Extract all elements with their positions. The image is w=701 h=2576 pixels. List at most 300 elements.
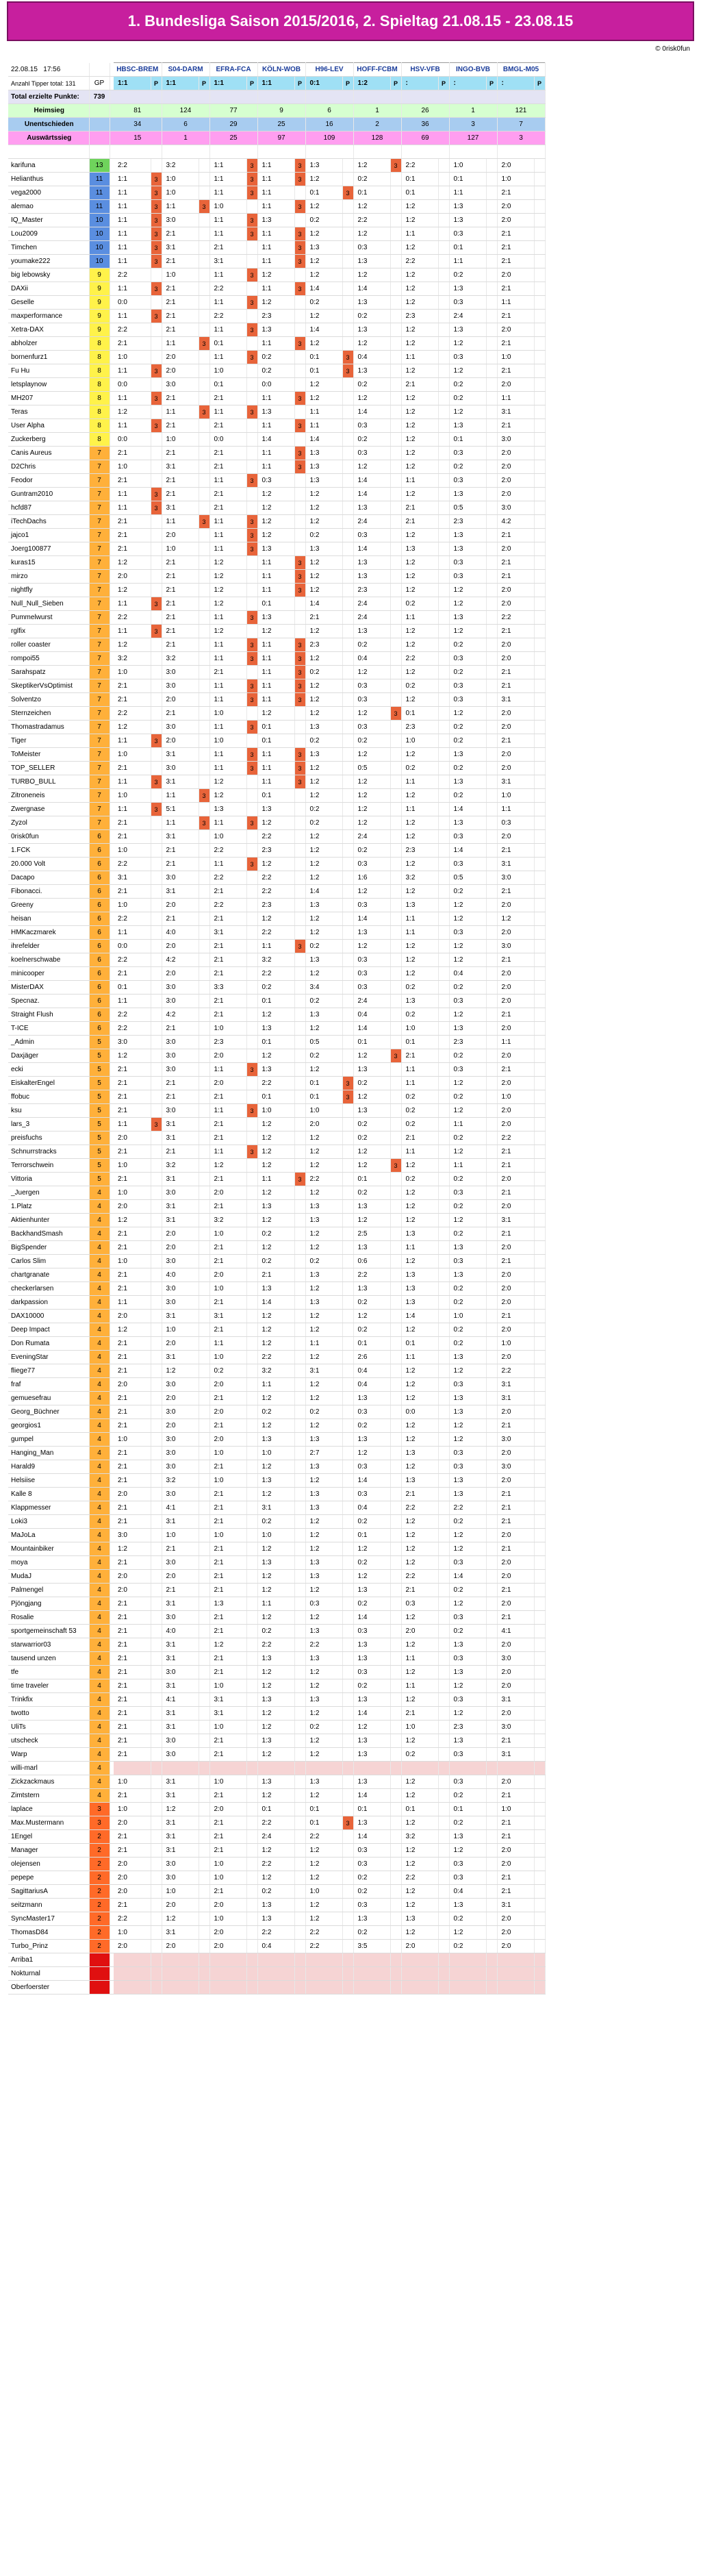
player-tip: 0:3	[449, 858, 486, 871]
player-points	[342, 556, 353, 570]
player-gp: 2	[89, 1858, 110, 1871]
player-points	[246, 1433, 257, 1447]
player-name: Joerg100877	[8, 542, 89, 556]
player-tip: 0:2	[449, 1173, 486, 1186]
player-tip: 0:1	[257, 597, 294, 611]
player-tip: 1:1	[257, 762, 294, 775]
player-points	[199, 679, 209, 693]
player-points	[246, 1871, 257, 1885]
player-gp: 2	[89, 1871, 110, 1885]
player-points	[486, 1707, 497, 1721]
player-tip: 0:3	[353, 1625, 390, 1638]
player-points	[294, 1241, 305, 1255]
table-row	[8, 1885, 545, 1899]
player-tip: 1:3	[305, 721, 342, 734]
player-points	[342, 1337, 353, 1351]
player-points	[486, 1816, 497, 1830]
player-points	[390, 995, 401, 1008]
player-tip: 1:0	[162, 542, 199, 556]
player-gp: 7	[89, 488, 110, 501]
player-tip: 1:2	[114, 405, 151, 419]
player-points: 3	[246, 515, 257, 529]
player-tip: 1:3	[449, 816, 486, 830]
table-row	[8, 1899, 545, 1912]
player-tip: 0:3	[449, 679, 486, 693]
player-tip: 2:0	[497, 268, 534, 282]
player-points	[342, 584, 353, 597]
player-tip: 1:3	[449, 323, 486, 337]
table-row	[8, 1173, 545, 1186]
player-tip: 1:2	[257, 1337, 294, 1351]
player-points: 3	[390, 707, 401, 721]
player-tip: 2:4	[353, 597, 390, 611]
player-tip: 0:1	[209, 378, 246, 392]
player-tip: 0:2	[401, 1104, 438, 1118]
player-tip: 4:1	[497, 1625, 534, 1638]
player-gp: 4	[89, 1597, 110, 1611]
player-name: Warp	[8, 1748, 89, 1762]
player-tip: 1:0	[114, 789, 151, 803]
player-tip: 1:2	[305, 392, 342, 405]
player-points	[151, 1392, 162, 1405]
player-points	[534, 1775, 545, 1789]
player-points	[438, 1310, 449, 1323]
player-tip: 2:0	[497, 638, 534, 652]
player-points	[151, 1967, 162, 1981]
player-tip: 2:2	[497, 1131, 534, 1145]
player-gp: 9	[89, 296, 110, 310]
player-points	[534, 405, 545, 419]
player-points	[294, 1625, 305, 1638]
player-tip: 1:2	[257, 1871, 294, 1885]
player-tip: 1:2	[353, 1310, 390, 1323]
player-gp: 4	[89, 1392, 110, 1405]
player-points	[438, 501, 449, 515]
player-points	[438, 570, 449, 584]
player-tip: 1:2	[401, 967, 438, 981]
player-points	[294, 1022, 305, 1036]
player-points	[199, 351, 209, 364]
player-points	[246, 1227, 257, 1241]
player-points	[246, 789, 257, 803]
player-points	[390, 474, 401, 488]
player-tip: 1:1	[257, 570, 294, 584]
player-tip: 1:0	[209, 830, 246, 844]
player-tip: 1:0	[401, 1022, 438, 1036]
player-tip: 1:2	[353, 227, 390, 241]
player-points	[151, 1145, 162, 1159]
player-name: starwarrior03	[8, 1638, 89, 1652]
player-points	[294, 405, 305, 419]
player-name: IQ_Master	[8, 214, 89, 227]
player-tip: 1:1	[257, 940, 294, 953]
match-result-9: :	[497, 77, 534, 90]
player-tip: 0:3	[449, 652, 486, 666]
player-tip: 2:2	[257, 967, 294, 981]
player-points	[486, 611, 497, 625]
player-points	[390, 1173, 401, 1186]
player-points	[199, 871, 209, 885]
player-tip: 2:1	[401, 1488, 438, 1501]
player-points	[246, 597, 257, 611]
player-tip: 1:3	[257, 1775, 294, 1789]
player-points	[342, 1433, 353, 1447]
player-tip: 2:0	[162, 693, 199, 707]
player-tip: 2:2	[257, 1926, 294, 1940]
player-tip: 1:1	[209, 1337, 246, 1351]
player-points	[438, 762, 449, 775]
player-points	[534, 556, 545, 570]
player-points	[294, 1666, 305, 1679]
player-tip: 1:0	[449, 1310, 486, 1323]
player-tip: 2:1	[114, 1611, 151, 1625]
player-tip	[497, 1762, 534, 1775]
player-tip: 2:2	[305, 1926, 342, 1940]
player-gp: 4	[89, 1337, 110, 1351]
player-points	[390, 1268, 401, 1282]
player-name: Harald9	[8, 1460, 89, 1474]
player-name: EiskalterEngel	[8, 1077, 89, 1090]
player-tip: 1:2	[401, 1364, 438, 1378]
player-tip: 0:3	[449, 1693, 486, 1707]
player-points	[294, 625, 305, 638]
player-points	[294, 1542, 305, 1556]
player-tip: 2:0	[497, 159, 534, 173]
stats-auswaertssieg-7: 69	[401, 132, 449, 145]
player-points	[534, 1652, 545, 1666]
player-points	[390, 1022, 401, 1036]
player-points	[342, 1858, 353, 1871]
player-points	[342, 323, 353, 337]
player-tip: 1:3	[353, 1734, 390, 1748]
player-points	[246, 625, 257, 638]
player-points	[246, 241, 257, 255]
player-points	[246, 1488, 257, 1501]
player-tip: 2:2	[257, 885, 294, 899]
player-tip: 1:1	[401, 775, 438, 789]
player-tip: 2:1	[114, 1899, 151, 1912]
player-tip: 2:1	[209, 995, 246, 1008]
player-points	[342, 282, 353, 296]
player-tip: 2:1	[401, 1707, 438, 1721]
player-points	[534, 1967, 545, 1981]
player-points	[534, 953, 545, 967]
player-tip: 1:0	[162, 1529, 199, 1542]
player-points	[390, 1063, 401, 1077]
player-tip: 1:1	[305, 405, 342, 419]
table-row	[8, 1762, 545, 1775]
player-tip: 2:0	[497, 1707, 534, 1721]
player-tip: 1:3	[353, 1748, 390, 1762]
player-tip: 2:1	[162, 1145, 199, 1159]
player-points	[151, 1556, 162, 1570]
player-points	[438, 351, 449, 364]
table-row	[8, 570, 545, 584]
player-points	[151, 1775, 162, 1789]
player-tip: 1:1	[162, 789, 199, 803]
player-tip: 1:1	[114, 186, 151, 200]
player-points	[151, 912, 162, 926]
player-points	[534, 1419, 545, 1433]
player-points: 3	[294, 679, 305, 693]
player-tip: 2:1	[209, 1652, 246, 1666]
player-tip: 3:0	[162, 1556, 199, 1570]
player-points	[151, 816, 162, 830]
player-points	[486, 1474, 497, 1488]
player-points	[294, 1200, 305, 1214]
player-points	[199, 1775, 209, 1789]
player-points	[246, 1419, 257, 1433]
table-row	[8, 447, 545, 460]
player-tip: 0:3	[449, 296, 486, 310]
player-points	[438, 1803, 449, 1816]
player-tip: 1:0	[257, 1104, 294, 1118]
table-row	[8, 542, 545, 556]
player-tip: 1:2	[114, 721, 151, 734]
player-tip: 1:2	[209, 597, 246, 611]
player-points	[390, 1118, 401, 1131]
player-tip: 1:1	[305, 419, 342, 433]
player-tip: 2:6	[353, 1351, 390, 1364]
player-tip: 1:4	[353, 474, 390, 488]
player-tip: 1:2	[305, 1063, 342, 1077]
player-points	[294, 1214, 305, 1227]
player-points	[342, 570, 353, 584]
player-points	[294, 1337, 305, 1351]
player-points	[486, 1447, 497, 1460]
table-row	[8, 1200, 545, 1214]
player-name: lars_3	[8, 1118, 89, 1131]
player-points	[438, 529, 449, 542]
player-points	[486, 871, 497, 885]
player-tip: 0:0	[209, 433, 246, 447]
table-row	[8, 1159, 545, 1173]
player-points	[151, 1090, 162, 1104]
player-tip: 0:2	[353, 1556, 390, 1570]
player-gp: 4	[89, 1584, 110, 1597]
player-points: 3	[294, 255, 305, 268]
player-gp: 10	[89, 214, 110, 227]
player-points: 3	[246, 611, 257, 625]
player-points	[151, 1734, 162, 1748]
player-gp: 7	[89, 597, 110, 611]
player-points	[390, 447, 401, 460]
player-tip: 1:2	[353, 1570, 390, 1584]
player-points	[342, 953, 353, 967]
player-points	[486, 1529, 497, 1542]
player-name: Nokturnal	[8, 1967, 89, 1981]
player-tip: 1:3	[257, 1693, 294, 1707]
player-tip: 3:1	[209, 1693, 246, 1707]
table-row	[8, 1816, 545, 1830]
player-points	[486, 255, 497, 268]
player-tip: 0:3	[353, 1460, 390, 1474]
player-tip: 2:2	[401, 1871, 438, 1885]
player-points: 3	[246, 268, 257, 282]
player-points: 3	[246, 323, 257, 337]
player-points	[438, 159, 449, 173]
player-points	[294, 351, 305, 364]
player-points	[534, 337, 545, 351]
player-tip: 2:0	[162, 1392, 199, 1405]
player-points	[294, 296, 305, 310]
player-tip: 3:0	[497, 940, 534, 953]
player-name: Mountainbiker	[8, 1542, 89, 1556]
player-tip: 4:1	[162, 1501, 199, 1515]
player-points	[534, 967, 545, 981]
player-points	[534, 1912, 545, 1926]
player-points	[246, 1323, 257, 1337]
player-points	[438, 1584, 449, 1597]
player-name: Schnurrstracks	[8, 1145, 89, 1159]
player-tip: 1:2	[305, 337, 342, 351]
player-points	[151, 1844, 162, 1858]
player-points	[534, 1282, 545, 1296]
table-row	[8, 241, 545, 255]
player-points	[534, 1323, 545, 1337]
player-points	[486, 638, 497, 652]
player-tip: 3:2	[162, 159, 199, 173]
player-gp: 4	[89, 1529, 110, 1542]
player-points	[199, 227, 209, 241]
stats-unentschieden-9: 7	[497, 118, 545, 132]
player-tip: 3:0	[162, 1734, 199, 1748]
player-points	[294, 1310, 305, 1323]
player-name: ihrefelder	[8, 940, 89, 953]
player-points	[294, 1775, 305, 1789]
player-points	[438, 871, 449, 885]
player-gp: 8	[89, 405, 110, 419]
player-points: 3	[151, 200, 162, 214]
player-tip: 1:3	[401, 899, 438, 912]
player-points	[151, 926, 162, 940]
player-tip: 1:2	[305, 1858, 342, 1871]
player-tip: 1:6	[353, 871, 390, 885]
player-tip: 1:4	[257, 1296, 294, 1310]
player-tip: 3:0	[162, 214, 199, 227]
player-gp: 4	[89, 1707, 110, 1721]
player-points	[486, 899, 497, 912]
player-points	[438, 1433, 449, 1447]
player-points	[246, 488, 257, 501]
player-points	[534, 542, 545, 556]
player-gp: 7	[89, 460, 110, 474]
player-tip: 2:2	[114, 953, 151, 967]
player-points	[390, 625, 401, 638]
player-tip: 1:4	[353, 1611, 390, 1625]
stats-unentschieden-3: 29	[209, 118, 257, 132]
player-tip: 1:2	[449, 337, 486, 351]
player-points: 3	[246, 1104, 257, 1118]
player-points	[534, 638, 545, 652]
player-tip: 1:2	[209, 570, 246, 584]
player-tip: 1:1	[209, 638, 246, 652]
player-tip: 1:1	[114, 734, 151, 748]
player-tip: 0:2	[449, 1049, 486, 1063]
player-points: 3	[246, 529, 257, 542]
player-tip: 0:2	[257, 1227, 294, 1241]
player-tip: 1:4	[305, 433, 342, 447]
player-tip: 0:2	[449, 981, 486, 995]
player-tip: 0:3	[353, 1666, 390, 1679]
player-tip: 1:3	[449, 775, 486, 789]
player-tip: 1:1	[449, 255, 486, 268]
player-tip: 1:2	[305, 1789, 342, 1803]
player-tip: 1:2	[353, 1159, 390, 1173]
player-points	[486, 214, 497, 227]
player-tip: 1:2	[401, 337, 438, 351]
player-tip: 2:0	[497, 748, 534, 762]
player-name: D2Chris	[8, 460, 89, 474]
player-tip: 1:2	[401, 638, 438, 652]
player-gp: 7	[89, 542, 110, 556]
player-tip: 0:2	[449, 1282, 486, 1296]
player-points	[486, 1173, 497, 1186]
table-row	[8, 926, 545, 940]
player-tip: 2:1	[114, 1734, 151, 1748]
player-tip: 0:1	[305, 186, 342, 200]
player-points	[438, 1529, 449, 1542]
player-tip: 1:1	[401, 912, 438, 926]
player-tip: 1:1	[257, 666, 294, 679]
player-tip: 0:2	[353, 1419, 390, 1433]
player-points	[390, 1967, 401, 1981]
player-tip: 0:3	[449, 1556, 486, 1570]
player-gp: 4	[89, 1447, 110, 1460]
player-points	[199, 282, 209, 296]
player-points	[390, 1762, 401, 1775]
player-points	[390, 1899, 401, 1912]
player-tip: 2:1	[162, 625, 199, 638]
player-points	[486, 570, 497, 584]
player-points	[486, 337, 497, 351]
player-tip: 2:1	[497, 1584, 534, 1597]
player-tip: 3:0	[162, 378, 199, 392]
player-tip: 0:2	[449, 1296, 486, 1310]
player-name: gemuesefrau	[8, 1392, 89, 1405]
player-points	[342, 1556, 353, 1570]
player-name: Vittoria	[8, 1173, 89, 1186]
player-points	[534, 1296, 545, 1310]
player-points	[342, 721, 353, 734]
player-tip: 2:0	[497, 1912, 534, 1926]
player-name: Specnaz.	[8, 995, 89, 1008]
player-points	[390, 830, 401, 844]
player-tip: 1:4	[305, 323, 342, 337]
match-result-1: 1:1	[114, 77, 151, 90]
player-points	[294, 1816, 305, 1830]
player-gp: 2	[89, 1926, 110, 1940]
total-points-blank	[114, 90, 162, 104]
player-points	[342, 1926, 353, 1940]
player-points	[342, 1940, 353, 1953]
stats-auswaertssieg-8: 127	[449, 132, 497, 145]
player-tip: 1:0	[449, 159, 486, 173]
player-tip: 1:3	[257, 1433, 294, 1447]
player-tip: 1:1	[257, 255, 294, 268]
blank-cell	[449, 145, 497, 159]
player-tip: 0:3	[353, 953, 390, 967]
player-gp: 4	[89, 1419, 110, 1433]
player-points	[438, 1364, 449, 1378]
player-points	[294, 1652, 305, 1666]
player-tip	[162, 1953, 199, 1967]
player-tip: 2:0	[497, 1679, 534, 1693]
player-tip: 2:0	[497, 926, 534, 940]
player-points	[438, 1392, 449, 1405]
player-points	[342, 967, 353, 981]
player-tip: 2:1	[401, 1049, 438, 1063]
